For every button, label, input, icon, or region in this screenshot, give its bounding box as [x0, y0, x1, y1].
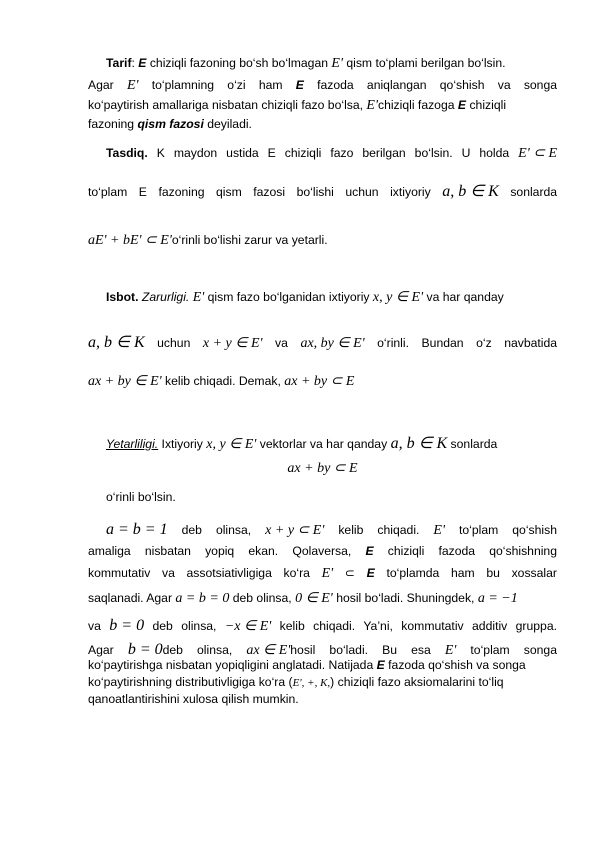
formula: ax + by ∈ E': [88, 374, 162, 389]
proof-line-3: ax + by ∈ E' kelib chiqadi. Demak, ax + by ⊂ E: [88, 374, 355, 389]
body-line-7: ko‘paytirishga nisbatan yopiqligini anglatadi. Natijada E fazoda qo‘shish va songa: [88, 658, 526, 672]
definition-line-4: fazoning qism fazosi deyiladi.: [88, 117, 252, 131]
body-line-8: ko‘paytirishning distributivligiga ko‘ra (E', +, K,) chiziqli fazo aksiomalarini to‘liq: [88, 675, 504, 689]
proof-label: Isbot.: [106, 290, 139, 304]
proof-line-1: Isbot. Zarurligi. E' qism fazo bo‘lganidan ixtiyoriy x, y ∈ E' va har qanday: [106, 290, 504, 305]
formula: a, b ∈ K: [442, 183, 499, 200]
formula: E' ⊂ E: [518, 146, 557, 161]
definition-line-1: Tarif: E chiziqli fazoning bo‘sh bo‘lmagan E' qism to‘plami berilgan bo‘lsin.: [106, 56, 506, 71]
formula: E', +, K,: [292, 677, 331, 689]
formula: ax + by ⊂ E: [284, 374, 355, 389]
sufficiency-line-1: Yetarliligi. Ixtiyoriy x, y ∈ E' vektorlar va har qanday a, b ∈ K sonlarda: [106, 435, 498, 452]
statement-line-1: Tasdiq. K maydon ustida E chiziqli fazo berilgan bo‘lsin. U holda E' ⊂ E: [106, 146, 557, 161]
formula: b = 0: [109, 617, 145, 634]
sufficiency-label: Yetarliligi.: [106, 437, 159, 451]
sufficiency-formula: [88, 461, 557, 476]
body-line-4: saqlanadi. Agar a = b = 0 deb olinsa, 0 ∈ E' hosil bo‘ladi. Shuningdek, a = −1: [88, 591, 518, 606]
formula: 0 ∈ E': [295, 591, 333, 606]
formula: x + y ⊂ E': [265, 523, 325, 538]
body-line-5: va b = 0 deb olinsa, −x ∈ E' kelib chiqadi. Ya’ni, kommutativ additiv gruppa.: [88, 617, 557, 634]
formula: E': [126, 78, 139, 93]
formula: x, y ∈ E': [372, 290, 424, 305]
formula: a = −1: [477, 591, 518, 606]
formula: a, b ∈ K: [88, 334, 145, 351]
formula: −x ∈ E': [224, 619, 272, 634]
formula: E': [321, 566, 334, 581]
formula: a = b = 1: [106, 521, 168, 538]
formula: a, b ∈ K: [390, 435, 448, 452]
statement-line-3: aE' + bE' ⊂ E'o‘rinli bo‘lishi zarur va yetarli.: [88, 233, 328, 248]
formula: ax, by ∈ E': [300, 336, 365, 351]
definition-line-2: Agar E' to‘plamning o‘zi ham E fazoda aniqlangan qo‘shish va songa: [88, 78, 558, 93]
body-line-9: qanoatlantirishini xulosa qilish mumkin.: [88, 692, 299, 706]
formula: ax ∈ E': [246, 643, 291, 658]
formula: E': [331, 56, 343, 71]
formula: E': [444, 643, 457, 658]
body-line-6: Agar b = 0deb olinsa, ax ∈ E'hosil bo‘ladi. Bu esa E' to‘plam songa: [88, 641, 557, 658]
formula: E': [433, 523, 445, 538]
formula: ax + by ⊂ E: [287, 461, 358, 476]
definition-line-3: ko‘paytirish amallariga nisbatan chiziqli fazo bo‘lsa, E'chiziqli fazoga E chiziqli: [88, 98, 507, 113]
formula: x, y ∈ E': [206, 437, 257, 452]
body-line-3: kommutativ va assotsiativligiga ko‘ra E' ⊂ E to‘plamda ham bu xossalar: [88, 566, 557, 581]
body-line-2: amaliga nisbatan yopiq ekan. Qolaversa, E chiziqli fazoda qo‘shishning: [88, 544, 557, 558]
formula: b = 0: [127, 641, 163, 658]
body-line-1: a = b = 1 deb olinsa, x + y ⊂ E' kelib chiqadi. E' to‘plam qo‘shish: [106, 521, 557, 538]
formula: a = b = 0: [175, 591, 230, 606]
statement-label: Tasdiq.: [106, 146, 148, 160]
formula: E': [192, 290, 205, 305]
statement-line-2: to‘plam E fazoning qism fazosi bo‘lishi uchun ixtiyoriy a, b ∈ K sonlarda: [88, 183, 558, 200]
proof-line-2: a, b ∈ K uchun x + y ∈ E' va ax, by ∈ E' o‘rinli. Bundan o‘z navbatida: [88, 334, 558, 351]
term-subspace: qism fazosi: [137, 117, 204, 131]
formula: x + y ∈ E': [202, 336, 263, 351]
formula: E': [366, 98, 378, 113]
formula: aE' + bE' ⊂ E': [88, 233, 172, 248]
definition-label: Tarif: [106, 56, 132, 70]
sufficiency-line-3: o‘rinli bo‘lsin.: [106, 490, 176, 504]
